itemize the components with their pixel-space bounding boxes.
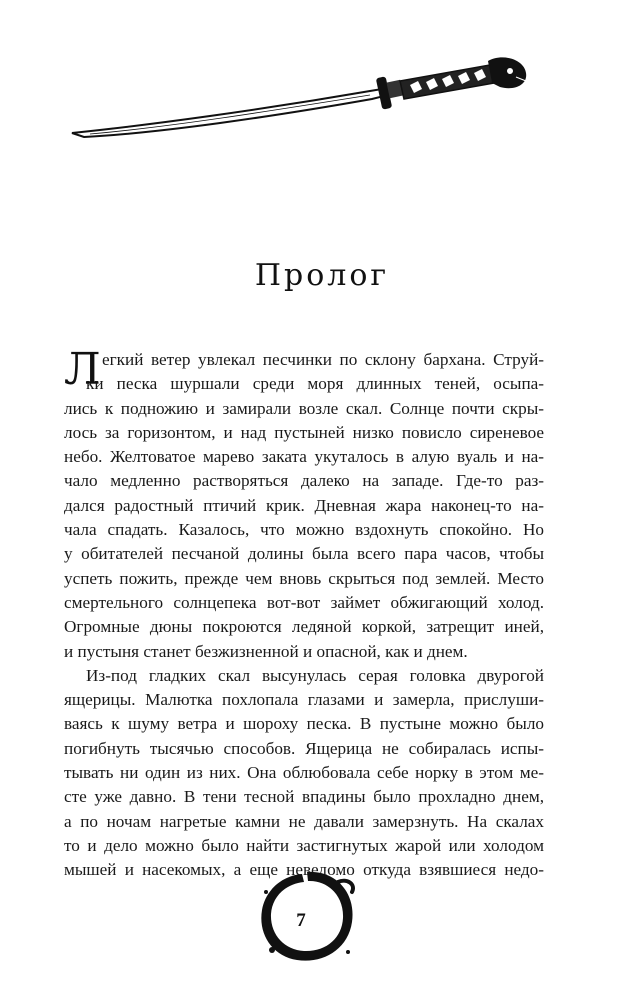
text-line: сте уже давно. В тени тесной впадины было прохладно днем,: [64, 787, 544, 807]
katana-illustration: [70, 55, 550, 155]
text-line: лось за горизонтом, и над пустыней низко повисло сиреневое: [64, 422, 544, 442]
drop-cap: [64, 344, 104, 388]
text-line: Огромные дюны покроются ледяной коркой, затрещит иней,: [64, 617, 544, 637]
text-line: мышей и насекомых, а еще неведомо откуда взявшиеся недо-: [64, 860, 544, 880]
text-line: ящерицы. Малютка похлопала глазами и замерла, прислуши-: [64, 690, 544, 710]
text-line: смертельного солнцепека вот-вот займет обжигающий холод.: [64, 592, 544, 612]
text-line: то и дело можно было найти застигнутых жарой или холодом: [64, 835, 544, 855]
text-line: успеть пожить, прежде чем вновь скрыться под землей. Место: [64, 568, 544, 588]
text-line: чало медленно растворяться далеко на западе. Где-то раз-: [64, 471, 544, 491]
text-line: тывать ни один из них. Она облюбовала себе норку в этом ме-: [64, 763, 544, 783]
text-line: чала спадать. Казалось, что можно вздохнуть спокойно. Но: [64, 520, 544, 540]
svg-text:Л: Л: [64, 344, 101, 388]
body-text: [64, 344, 544, 883]
page-number-badge: [252, 862, 362, 972]
text-line: а по ночам нагретые камни не давали замерзнуть. На скалах: [64, 811, 544, 831]
text-line: у обитателей песчаной долины была всего пара часов, чтобы: [64, 544, 544, 564]
text-line: егкий ветер увлекал песчинки по склону бархана. Струй-: [102, 350, 544, 369]
text-line: ки песка шуршали среди моря длинных теней, осыпа-: [86, 374, 544, 394]
page-number: 7: [296, 910, 306, 931]
text-line: небо. Желтоватое марево заката укуталось в алую вуаль и на-: [64, 447, 544, 467]
text-line: и пустыня станет безжизненной и опасной, как и днем.: [64, 641, 468, 661]
text-line: ваясь к шуму ветра и шороху песка. В пустыне можно было: [64, 714, 544, 734]
text-line: Из-под гладких скал высунулась серая головка двурогой: [86, 665, 544, 685]
chapter-title: Пролог: [254, 258, 390, 293]
text-line: погибнуть тысячью способов. Ящерица не собиралась испы-: [64, 738, 544, 758]
text-line: дался радостный птичий крик. Дневная жара наконец-то на-: [64, 495, 544, 515]
text-line: лись к подножию и замирали возле скал. Солнце почти скры-: [64, 398, 544, 418]
